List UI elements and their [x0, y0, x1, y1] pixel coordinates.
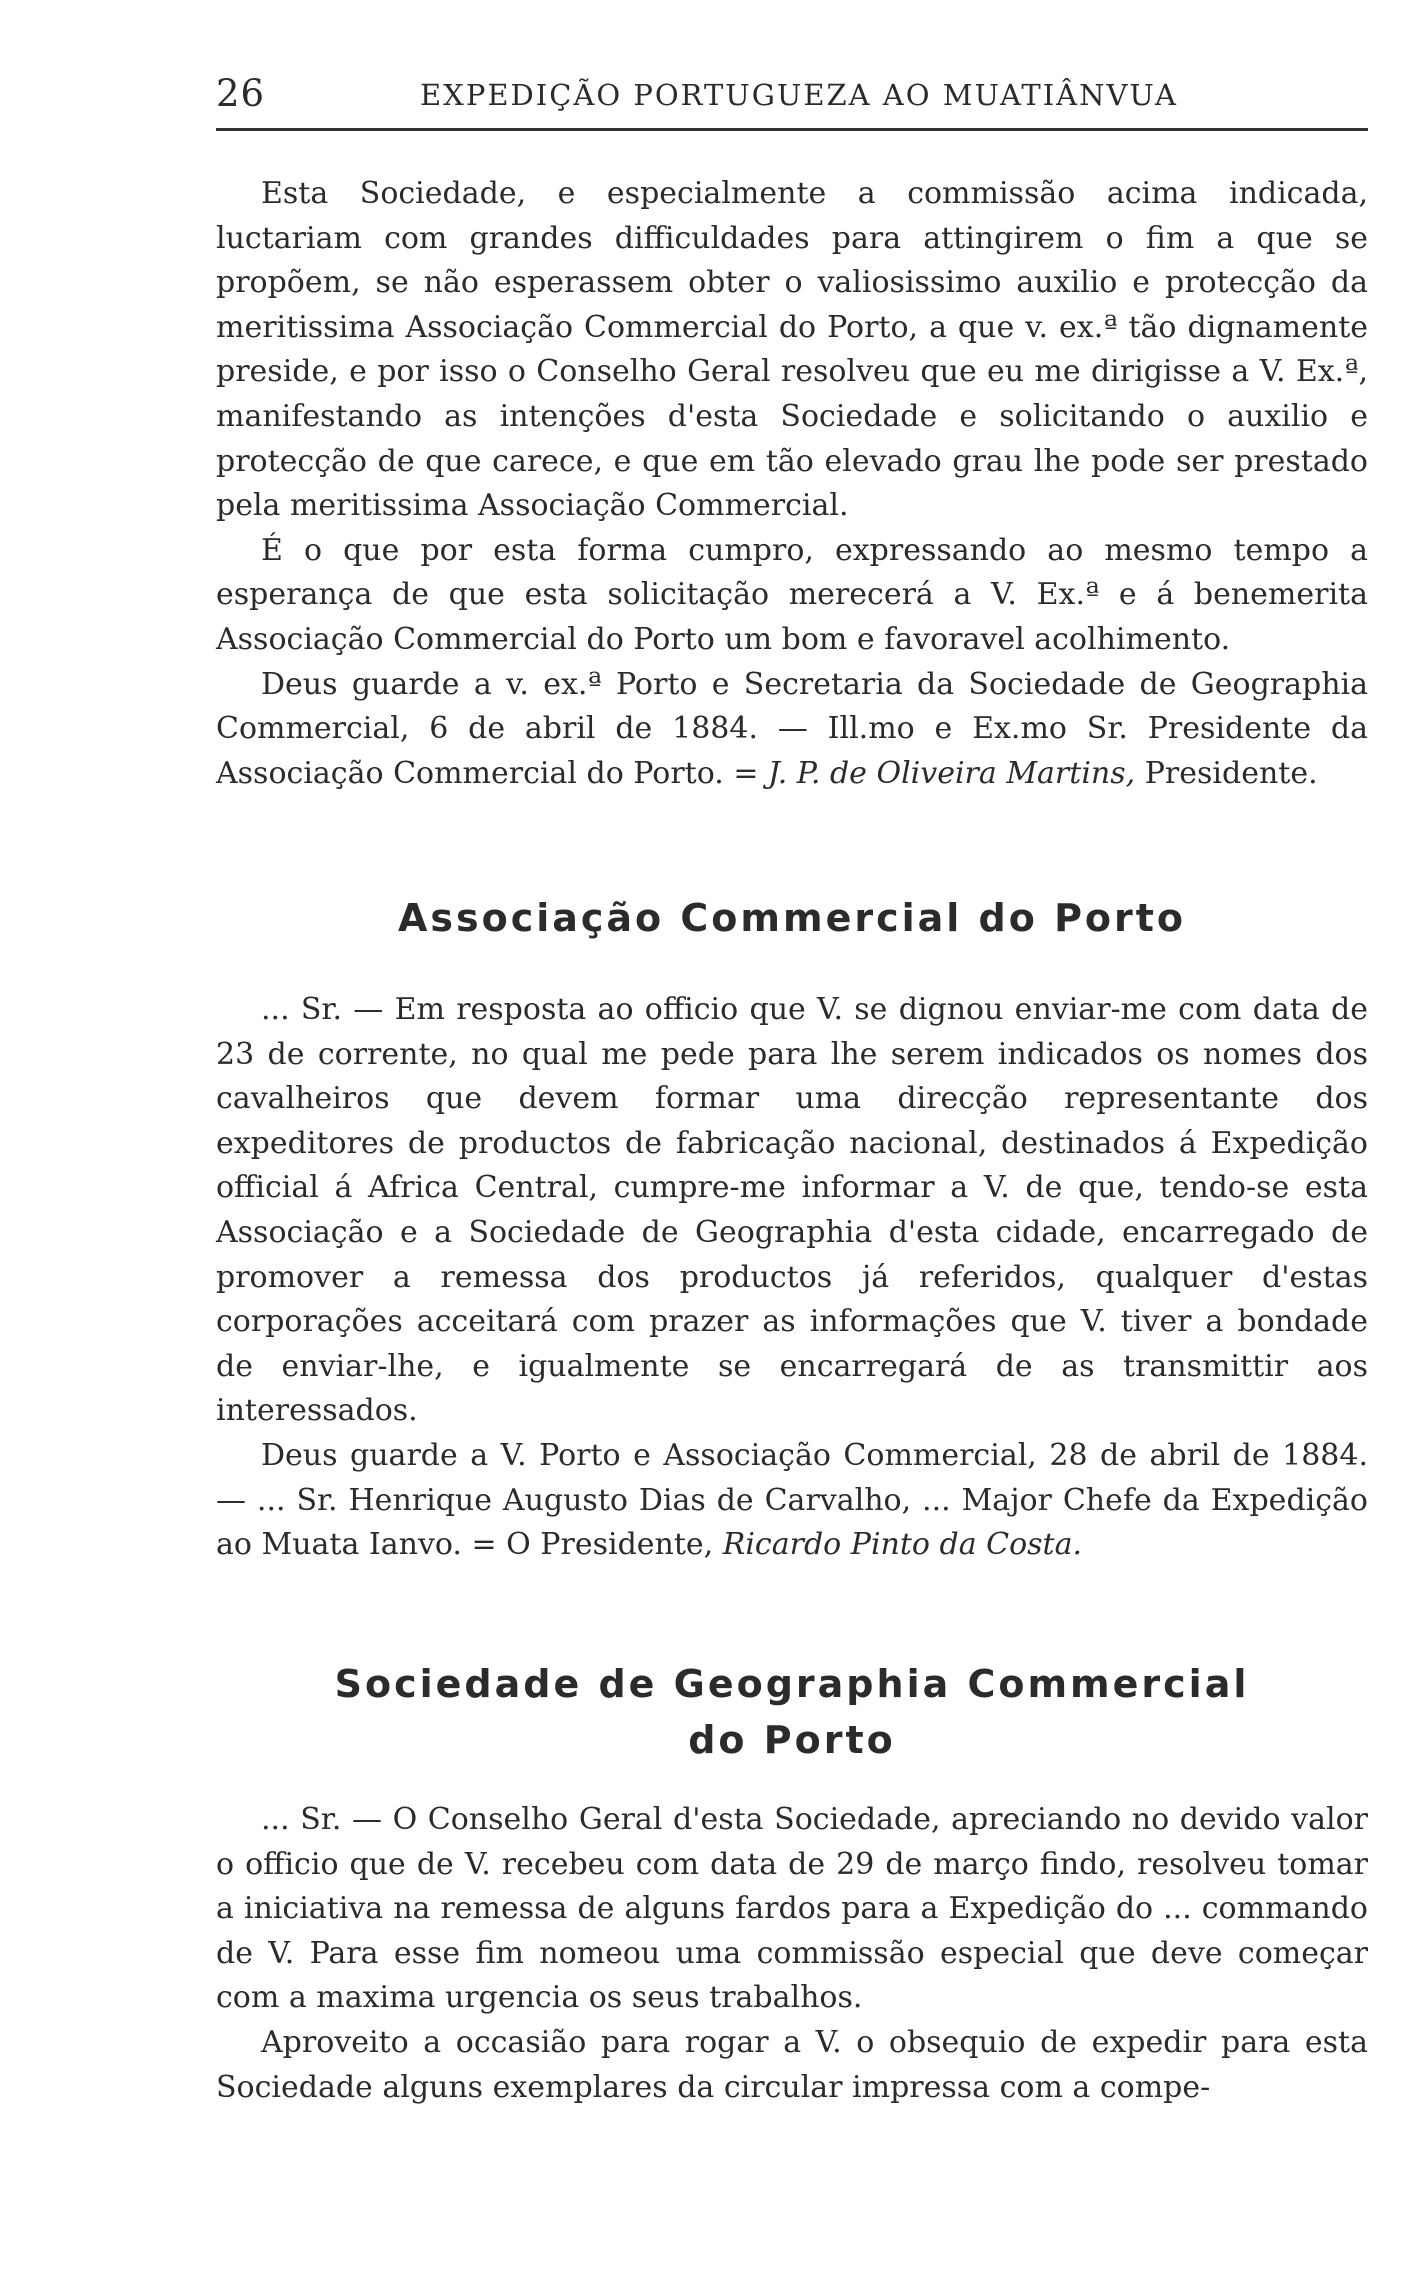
paragraph: É o que por esta forma cumpro, expressando ao mesmo tempo a esperança de que esta solicitação merecerá a V. Ex.ª e á benemerita Associação Commercial do Porto um bom e favoravel acolhimento. [216, 532, 1368, 657]
paragraph: Esta Sociedade, e especialmente a commissão acima indicada, luctariam com grandes difficuldades para attingirem o fim a que se propõem, se não esperassem obter o valiosissimo auxilio e protecção da meritissima Associação Commercial do Porto, a que v. ex.ª tão dignamente preside, e por isso o Conselho Geral resolveu que eu me dirigisse a V. Ex.ª, manifestando as intenções d'esta Sociedade e solicitando o auxilio e protecção de que carece, e que em tão elevado grau lhe pode ser prestado pela meritissima Associação Commercial. [216, 176, 1368, 524]
paragraph: Aproveito a occasião para rogar a V. o obsequio de expedir para esta Sociedade alguns exemplares da circular impressa com a compe- [216, 2024, 1368, 2105]
heading-line: Sociedade de Geographia Commercial [334, 1662, 1250, 1706]
paragraph: ... Sr. — O Conselho Geral d'esta Sociedade, apreciando no devido valor o officio que de V. recebeu com data de 29 de março findo, resolveu tomar a iniciativa na remessa de alguns fardos para a Expedição do ... commando de V. Para esse fim nomeou uma commissão especial que deve começar com a maxima urgencia os seus trabalhos. [216, 1802, 1368, 2016]
page-number: 26 [216, 72, 266, 115]
closing-paragraph [216, 1434, 1368, 1568]
closing-text: Deus guarde a V. Porto e Associação Commercial, 28 de abril de 1884. — ... Sr. Henrique Augusto Dias de Carvalho, ... Major Chefe da Expedição ao Muata Ianvo. = O Presidente, [216, 1437, 1368, 1563]
signature-role: Presidente. [1144, 755, 1318, 791]
signature: Ricardo Pinto da Costa. [722, 1527, 1083, 1563]
closing-text: Deus guarde a v. ex.ª Porto e Secretaria da Sociedade de Geographia Commercial, 6 de abril de 1884. — Ill.mo e Ex.mo Sr. Presidente da Associação Commercial do Porto. = [216, 666, 1368, 791]
letter-associacao-reply [216, 988, 1368, 1568]
letter-sociedade-geographia [216, 1798, 1368, 2110]
signature: J. P. de Oliveira Martins, [768, 755, 1136, 791]
running-header [216, 68, 1368, 131]
letter-sociedade-to-associacao [216, 172, 1368, 796]
paragraph: ... Sr. — Em resposta ao officio que V. se dignou enviar-me com data de 23 de corrente, no qual me pede para lhe serem indicados os nomes dos cavalheiros que devem formar uma direcção representante dos expeditores de productos de fabricação nacional, destinados á Expedição official á Africa Central, cumpre-me informar a V. de que, tendo-se esta Associação e a Sociedade de Geographia d'esta cidade, encarregado de promover a remessa dos productos já referidos, qualquer d'estas corporações acceitará com prazer as informações que V. tiver a bondade de enviar-lhe, e igualmente se encarregará de as transmittir aos interessados. [216, 992, 1368, 1429]
running-title: EXPEDIÇÃO PORTUGUEZA AO MUATIÂNVUA [420, 78, 1178, 112]
closing-paragraph [216, 663, 1368, 797]
heading-line: do Porto [688, 1718, 896, 1762]
section-heading-sociedade [216, 1656, 1368, 1768]
section-heading-associacao: Associação Commercial do Porto [397, 896, 1187, 940]
